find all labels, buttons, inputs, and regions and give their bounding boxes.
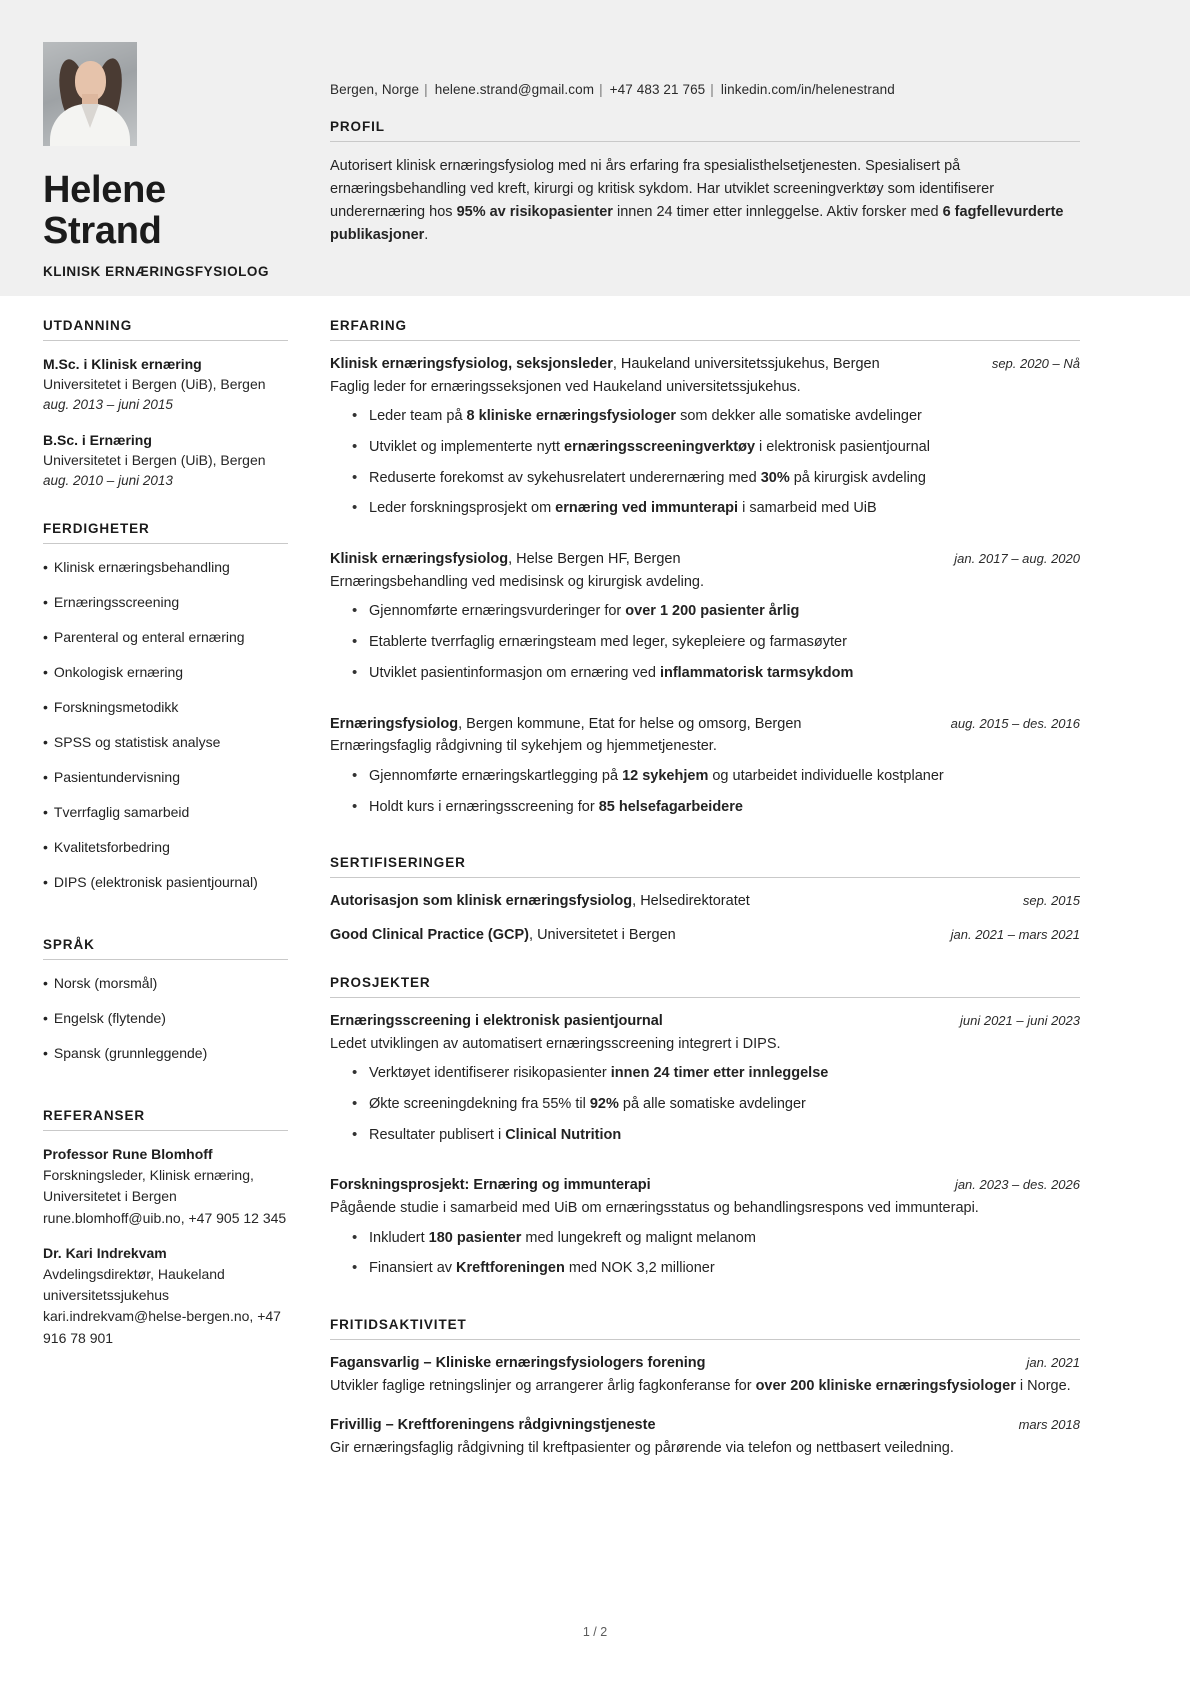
- project-date: jan. 2023 – des. 2026: [954, 1177, 1080, 1193]
- cv-body: [0, 296, 1190, 1488]
- reference-role: Forskningsleder, Klinisk ernæring, Universitetet i Bergen: [43, 1167, 254, 1205]
- cv-header: [0, 0, 1190, 296]
- reference-role: Avdelingsdirektør, Haukeland universitetssjukehus: [43, 1265, 225, 1304]
- project-description: Ledet utviklingen av automatisert ernæringsscreening integrert i DIPS.: [330, 1035, 781, 1052]
- profile-text: Autorisert klinisk ernæringsfysiolog med ni års erfaring fra spesialisthelsetjenesten. Spesialisert på ernæringsbehandling ved kreft, kirurgi og kritisk sykdom. Har utviklet screeningverktøy som identifiserer underernæring hos 95% av risikopasienter innen 24 timer etter innleggelse. Aktiv forsker med 6 fagfellevurderte publikasjoner.: [330, 158, 1064, 243]
- experience-bullets: [352, 601, 1080, 693]
- bullet-item: • Etablerte tverrfaglig ernæringsteam med leger, sykepleiere og farmasøyter: [352, 632, 1080, 663]
- bullet-item: • Verktøyet identifiserer risikopasienter innen 24 timer etter innleggelse: [352, 1063, 1080, 1094]
- bullet-item: • Finansiert av Kreftforeningen med NOK 3,2 millioner: [352, 1258, 1080, 1289]
- list-item: • Onkologisk ernæring: [43, 664, 184, 681]
- bullet-item: • Gjennomførte ernæringskartlegging på 12 sykehjem og utarbeidet individuelle kostplaner: [352, 766, 1080, 797]
- experience-date: aug. 2015 – des. 2016: [950, 715, 1080, 731]
- section-heading-sertifiseringer: SERTIFISERINGER: [330, 855, 466, 871]
- experience-description: Ernæringsfaglig rådgivning til sykehjem og hjemmetjenester.: [330, 738, 717, 755]
- project-item: [330, 1175, 1080, 1289]
- divider: [330, 1339, 1080, 1340]
- section-education: [43, 318, 288, 491]
- leisure-list: [330, 1353, 1080, 1459]
- project-title: Forskningsprosjekt: Ernæring og immunterapi: [330, 1177, 651, 1194]
- certification-item: [330, 925, 1080, 947]
- education-school: Universitetet i Bergen (UiB), Bergen: [43, 376, 266, 393]
- section-heading-prosjekter: PROSJEKTER: [330, 974, 431, 990]
- leisure-item: [330, 1415, 1080, 1459]
- bullet-item: • Utviklet og implementerte nytt ernæringsscreeningverktøy i elektronisk pasientjournal: [352, 437, 1080, 468]
- section-heading-sprak: SPRÅK: [43, 937, 95, 953]
- leisure-date: jan. 2021: [1026, 1355, 1080, 1371]
- list-item: • SPSS og statistisk analyse: [43, 734, 221, 751]
- job-title: KLINISK ERNÆRINGSFYSIOLOG: [43, 264, 270, 280]
- experience-item: [330, 714, 1080, 828]
- experience-item: [330, 549, 1080, 693]
- project-title: Ernæringsscreening i elektronisk pasientjournal: [330, 1012, 663, 1029]
- header-contact-profile: [318, 0, 1190, 296]
- project-description: Pågående studie i samarbeid med UiB om ernæringsstatus og behandlingsrespons ved immunterapi.: [330, 1200, 979, 1217]
- experience-header: [330, 714, 1080, 736]
- list-item: • Spansk (grunnleggende): [43, 1045, 208, 1062]
- section-heading-utdanning: UTDANNING: [43, 318, 133, 333]
- education-item: [43, 430, 288, 492]
- profile-photo: [43, 42, 137, 146]
- certification-date: jan. 2021 – mars 2021: [950, 927, 1080, 943]
- divider: [43, 959, 288, 960]
- education-item: [43, 354, 288, 416]
- experience-role: Klinisk ernæringsfysiolog, seksjonsleder, Haukeland universitetssjukehus, Bergen: [330, 356, 880, 372]
- references-list: [43, 1144, 288, 1349]
- certification-title: Autorisasjon som klinisk ernæringsfysiolog, Helsedirektoratet: [330, 893, 750, 910]
- bullet-item: • Gjennomførte ernæringsvurderinger for over 1 200 pasienter årlig: [352, 601, 1080, 632]
- certification-date: sep. 2015: [1022, 893, 1080, 909]
- bullet-item: • Leder forskningsprosjekt om ernæring ved immunterapi i samarbeid med UiB: [352, 498, 1080, 529]
- experience-role: Klinisk ernæringsfysiolog, Helse Bergen HF, Bergen: [330, 551, 681, 568]
- page-number: 1 / 2: [582, 1625, 608, 1639]
- main-column: [318, 318, 1190, 1488]
- experience-description: Ernæringsbehandling ved medisinsk og kirurgisk avdeling.: [330, 573, 704, 590]
- reference-item: [43, 1243, 288, 1349]
- list-item: • Norsk (morsmål): [43, 975, 158, 992]
- projects-list: [330, 1011, 1080, 1289]
- bullet-item: • Resultater publisert i Clinical Nutrition: [352, 1125, 1080, 1156]
- experience-list: [330, 354, 1080, 827]
- contact-location: Bergen, Norge: [330, 82, 420, 97]
- list-item: • Pasientundervisning: [43, 769, 180, 786]
- section-skills: [43, 521, 288, 907]
- contact-linkedin[interactable]: linkedin.com/in/helenestrand: [720, 82, 895, 97]
- education-date: aug. 2010 – juni 2013: [43, 472, 173, 488]
- project-bullets: [352, 1063, 1080, 1155]
- divider: [330, 877, 1080, 878]
- contact-phone[interactable]: +47 483 21 765: [609, 82, 706, 97]
- bullet-item: • Utviklet pasientinformasjon om ernæring ved inflammatorisk tarmsykdom: [352, 663, 1080, 694]
- divider: [330, 141, 1080, 142]
- project-header: [330, 1175, 1080, 1197]
- leisure-header: [330, 1353, 1080, 1375]
- certification-title: Good Clinical Practice (GCP), Universitetet i Bergen: [330, 927, 676, 944]
- experience-bullets: [352, 406, 1080, 529]
- section-experience: [330, 318, 1080, 827]
- education-degree: M.Sc. i Klinisk ernæring: [43, 356, 202, 372]
- list-item: • Parenteral og enteral ernæring: [43, 629, 245, 646]
- education-school: Universitetet i Bergen (UiB), Bergen: [43, 451, 266, 468]
- section-heading-referanser: REFERANSER: [43, 1108, 146, 1124]
- divider: [43, 543, 288, 544]
- experience-bullets: [352, 766, 1080, 828]
- bullet-item: • Økte screeningdekning fra 55% til 92% på alle somatiske avdelinger: [352, 1094, 1080, 1125]
- leisure-description: Utvikler faglige retningslinjer og arrangerer årlig fagkonferanse for over 200 kliniske ernæringsfysiologer i Norge.: [330, 1377, 1071, 1394]
- section-heading-ferdigheter: FERDIGHETER: [43, 521, 150, 537]
- leisure-title: Fagansvarlig – Kliniske ernæringsfysiologers forening: [330, 1355, 706, 1372]
- skills-list: [43, 557, 288, 907]
- reference-name: Dr. Kari Indrekvam: [43, 1244, 167, 1261]
- project-bullets: [352, 1228, 1080, 1290]
- divider: [330, 340, 1080, 341]
- list-item: • Klinisk ernæringsbehandling: [43, 559, 230, 576]
- experience-header: [330, 549, 1080, 571]
- leisure-description: Gir ernæringsfaglig rådgivning til kreftpasienter og pårørende via telefon og nettbasert veiledning.: [330, 1440, 954, 1457]
- list-item: • Ernæringsscreening: [43, 594, 180, 611]
- project-item: [330, 1011, 1080, 1155]
- experience-role: Ernæringsfysiolog, Bergen kommune, Etat for helse og omsorg, Bergen: [330, 715, 802, 732]
- header-identity: [0, 0, 318, 296]
- divider: [330, 997, 1080, 998]
- divider: [43, 340, 288, 341]
- bullet-item: • Inkludert 180 pasienter med lungekreft og malignt melanom: [352, 1228, 1080, 1259]
- leisure-header: [330, 1415, 1080, 1437]
- reference-item: [43, 1144, 288, 1229]
- bullet-item: • Leder team på 8 kliniske ernæringsfysiologer som dekker alle somatiske avdelinger: [352, 406, 1080, 437]
- bullet-item: • Reduserte forekomst av sykehusrelatert underernæring med 30% på kirurgisk avdeling: [352, 468, 1080, 499]
- certifications-list: [330, 891, 1080, 947]
- project-header: [330, 1011, 1080, 1033]
- reference-contact[interactable]: rune.blomhoff@uib.no, +47 905 12 345: [43, 1209, 287, 1226]
- education-list: [43, 354, 288, 491]
- list-item: • DIPS (elektronisk pasientjournal): [43, 874, 258, 891]
- list-item: • Kvalitetsforbedring: [43, 839, 170, 856]
- sidebar: [0, 318, 318, 1488]
- first-name: Helene: [43, 169, 166, 211]
- reference-name: Professor Rune Blomhoff: [43, 1146, 213, 1163]
- last-name: Strand: [43, 210, 162, 253]
- contact-line: Bergen, Norge | helene.strand@gmail.com | +47 483 21 765 | linkedin.com/in/helenestrand: [330, 82, 895, 97]
- section-heading-fritidsaktivitet: FRITIDSAKTIVITET: [330, 1317, 467, 1333]
- reference-contact[interactable]: kari.indrekvam@helse-bergen.no, +47 916 78 901: [43, 1308, 281, 1346]
- section-references: [43, 1108, 288, 1349]
- experience-header: [330, 354, 1080, 376]
- contact-email[interactable]: helene.strand@gmail.com: [434, 82, 595, 97]
- leisure-item: [330, 1353, 1080, 1397]
- list-item: • Forskningsmetodikk: [43, 699, 179, 716]
- list-item: • Engelsk (flytende): [43, 1010, 166, 1027]
- leisure-date: mars 2018: [1018, 1417, 1080, 1433]
- bullet-item: • Holdt kurs i ernæringsscreening for 85 helsefagarbeidere: [352, 797, 1080, 828]
- certification-item: [330, 891, 1080, 913]
- section-projects: [330, 975, 1080, 1289]
- section-certifications: [330, 855, 1080, 947]
- experience-item: [330, 354, 1080, 529]
- leisure-title: Frivillig – Kreftforeningens rådgivningstjeneste: [330, 1417, 656, 1434]
- section-leisure: [330, 1317, 1080, 1459]
- section-heading-profil: PROFIL: [330, 119, 385, 134]
- project-date: juni 2021 – juni 2023: [960, 1012, 1080, 1028]
- experience-date: jan. 2017 – aug. 2020: [954, 551, 1080, 567]
- experience-description: Faglig leder for ernæringsseksjonen ved Haukeland universitetssjukehus.: [330, 378, 801, 395]
- section-heading-erfaring: ERFARING: [330, 318, 407, 333]
- experience-date: sep. 2020 – Nå: [991, 356, 1080, 371]
- page-title: [43, 170, 318, 252]
- education-date: aug. 2013 – juni 2015: [43, 397, 173, 413]
- list-item: • Tverrfaglig samarbeid: [43, 804, 190, 821]
- section-languages: [43, 937, 288, 1078]
- education-degree: B.Sc. i Ernæring: [43, 431, 152, 448]
- languages-list: [43, 973, 288, 1078]
- divider: [43, 1130, 288, 1131]
